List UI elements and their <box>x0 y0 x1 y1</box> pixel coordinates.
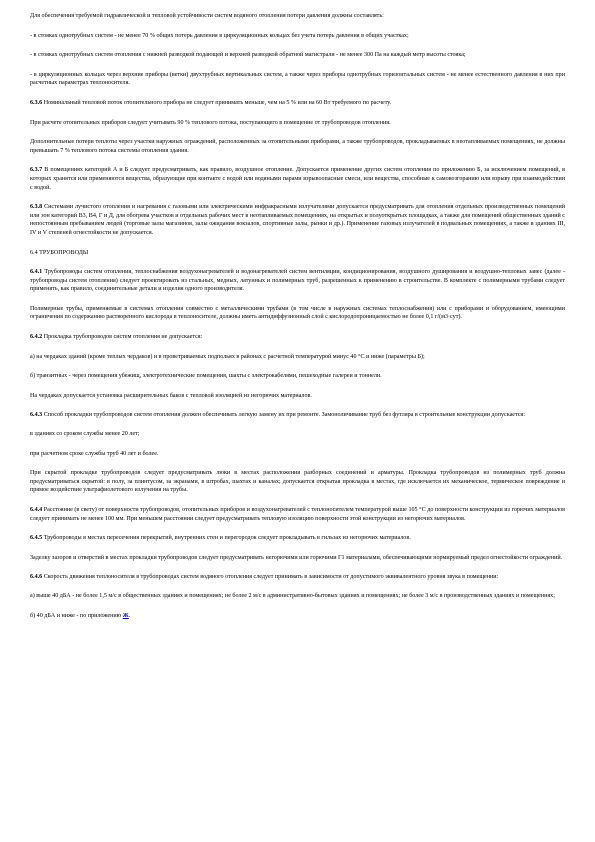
clause-number: 6.3.7 <box>30 167 43 174</box>
paragraph-text: Полимерные трубы, применяемые в системах отопления совместно с металлическими трубами (в том числе в наружных системах теплоснабжения) или с приборами и оборудованием, имеющими ограничения по содержанию растворенного кислорода в теплоносителе, должны иметь антидиффузионный слой с кислородопроницаемостью не более 0,1 г/(м3·сут). <box>30 305 565 321</box>
paragraph-text: На чердаках допускается установка расширительных баков с тепловой изоляцией из негорючих материалов. <box>30 392 312 399</box>
paragraph-tail: . <box>128 612 131 619</box>
paragraph-text: при расчетном сроке службы труб 40 лет и более. <box>30 450 159 457</box>
paragraph <box>30 506 565 523</box>
clause-number: 6.4.4 <box>30 507 43 513</box>
paragraph-text: - в циркуляционных кольцах через верхние приборы (ветки) двухтрубных вертикальных систем, а также через приборы однотрубных горизонтальных систем - не менее естественного давления в них при расчетных параметрах теплоносителя. <box>30 71 565 87</box>
paragraph-text: Прокладка трубопроводов систем отопления не допускается: <box>43 334 203 341</box>
paragraph-text: б) 40 дБА и ниже - по приложению <box>30 612 123 619</box>
paragraph <box>30 166 565 192</box>
paragraph <box>30 353 565 362</box>
paragraph <box>30 138 565 155</box>
paragraph <box>30 430 565 439</box>
paragraph-text: Трубопроводы систем отопления, теплоснабжения воздухонагревателей и водонагревателей систем вентиляции, кондиционирования, воздушного душирования и воздушно-тепловых завес (далее - трубопроводы систем отопления) следует проектировать из стальных, медных, латунных и полимерных труб, разрешенных к применению в строительстве. В комплекте с полимерными трубами следует применять, как правило, соединительные детали и изделия одного производителя. <box>30 269 565 293</box>
paragraph-text: Номинальный тепловой поток отопительного прибора не следует принимать меньше, чем на 5 % или на 60 Вт требуемого по расчету. <box>43 99 392 106</box>
paragraph-text: Скорость движения теплоносителя в трубопроводах систем водяного отопления следует принимать в зависимости от допустимого эквивалентного уровня звука в помещении: <box>43 574 499 581</box>
paragraph <box>30 71 565 88</box>
clause-number: 6.3.6 <box>30 99 43 106</box>
paragraph-text: б) транзитных - через помещения убежищ, электротехнические помещения, шахты с электрокабелями, пешеходные галереи и тоннели. <box>30 373 382 380</box>
paragraph <box>30 469 565 495</box>
clause-number: 6.4.3 <box>30 412 43 419</box>
paragraph <box>30 32 565 41</box>
clause-number: 6.4.5 <box>30 535 43 542</box>
paragraph-text: Расстояние (в свету) от поверхности трубопроводов, отопительных приборов и воздухонагревателей с теплоносителем температурой выше 105 °С до поверхности конструкции из горючих материалов следует принимать не менее 100 мм. При меньшем расстоянии следует предусматривать тепловую изоляцию поверхности этой конструкции из негорючих материалов. <box>30 507 565 522</box>
paragraph-text: При скрытой прокладке трубопроводов следует предусматривать люки в местах расположения разборных соединений и арматуры. Прокладка трубопроводов из полимерных труб должна предусматриваться скрытой: в полу, за плинтусом, за экранами, в штробах, шахтах и каналах; допускается открытая прокладка в местах, где исключается их механическое, термическое повреждение и прямое воздействие ультрафиолетового излучения на трубы. <box>30 470 565 494</box>
paragraph-text: Дополнительные потери теплоты через участки наружных ограждений, расположенных за отопительными приборами, а также трубопроводов, прокладываемых в неотапливаемых помещениях, не должны превышать 7 % теплового потока системы отопления здания. <box>30 139 565 154</box>
paragraph <box>30 51 565 60</box>
paragraph-text: а) на чердаках зданий (кроме теплых чердаков) и в проветриваемых подпольях в районах с расчетной температурой минус 40 °С и ниже (параметры Б); <box>30 353 425 360</box>
paragraph-text: Трубопроводы в местах пересечения перекрытий, внутренних стен и перегородок следует прокладывать в гильзах из негорючих материалов. <box>43 535 411 542</box>
clause-number: 6.3.8 <box>30 204 43 211</box>
appendix-link[interactable]: Ж <box>122 612 129 619</box>
paragraph-text: При расчете отопительных приборов следует учитывать 90 % теплового потока, поступающего в помещение от трубопроводов отопления. <box>30 119 391 126</box>
paragraph <box>30 573 565 582</box>
paragraph <box>30 392 565 401</box>
paragraph <box>30 411 565 420</box>
paragraph <box>30 450 565 459</box>
paragraph <box>30 268 565 294</box>
paragraph <box>30 372 565 381</box>
clause-number: 6.4.2 <box>30 334 43 341</box>
paragraph-text: - в стояках однотрубных систем - не менее 70 % общих потерь давления в циркуляционных кольцах без учета потерь давления в общих участках; <box>30 32 409 39</box>
paragraph-text: Способ прокладки трубопроводов систем отопления должен обеспечивать легкую замену их при ремонте. Замоноличивание труб без футляра в строительные конструкции допускается: <box>43 412 525 419</box>
paragraph-text: а) выше 40 дБА - не более 1,5 м/с в общественных зданиях и помещениях; не более 2 м/с в административно-бытовых зданиях и помещениях; не более 3 м/с в производственных зданиях и помещениях; <box>30 592 555 599</box>
section-heading: 6.4 ТРУБОПРОВОДЫ <box>30 249 89 256</box>
paragraph <box>30 305 565 322</box>
paragraph <box>30 203 565 237</box>
paragraph-text: В помещениях категорий А и Б следует предусматривать, как правило, воздушное отопление. Допускается применение других систем отопления по приложению Б, за исключением помещений, в которых хранятся или применяются вещества, образующие при контакте с водой или водяными парами взрывоопасные смеси, или вещества, способные к самовозгоранию или взрыву при взаимодействии с водой. <box>30 167 565 191</box>
paragraph-text: Для обеспечения требуемой гидравлической и тепловой устойчивости систем водяного отопления потери давления должны составлять: <box>30 13 384 19</box>
paragraph-text: Системами лучистого отопления и нагревания с газовыми или электрическими инфракрасными излучателями допускается предусматривать для отопления отдельных производственных помещений или зон категорий В3, В4, Г и Д, для обогрева участков и отдельных рабочих мест в неотапливаемых помещениях, на открытых и полуоткрытых площадках, а также для помещений общественных зданий с непостоянным пребыванием людей (торговые залы магазинов, залы ожидания вокзалов, спортивные залы, рынки и др.). Применение газовых излучателей в подвальных помещениях, а также в зданиях III, IV и V степеней огнестойкости не допускается. <box>30 204 565 236</box>
paragraph <box>30 612 565 621</box>
paragraph-text: Заделку зазоров и отверстий в местах прокладки трубопроводов следует предусматривать негорючими или горючими Г1 материалами, обеспечивающими нормируемый предел огнестойкости ограждений. <box>30 554 563 561</box>
paragraph <box>30 554 565 563</box>
clause-number: 6.4.6 <box>30 574 43 581</box>
paragraph <box>30 119 565 128</box>
paragraph <box>30 534 565 543</box>
paragraph-text: в зданиях со сроком службы менее 20 лет; <box>30 431 140 438</box>
paragraph-text: - в стояках однотрубных систем отопления с нижней разводкой подающей и верхней разводкой обратной магистрали - не менее 300 Па на каждый метр высоты стояка; <box>30 52 466 59</box>
paragraph <box>30 592 565 601</box>
paragraph <box>30 12 565 21</box>
paragraph <box>30 99 565 108</box>
clause-number: 6.4.1 <box>30 269 43 276</box>
paragraph <box>30 333 565 342</box>
